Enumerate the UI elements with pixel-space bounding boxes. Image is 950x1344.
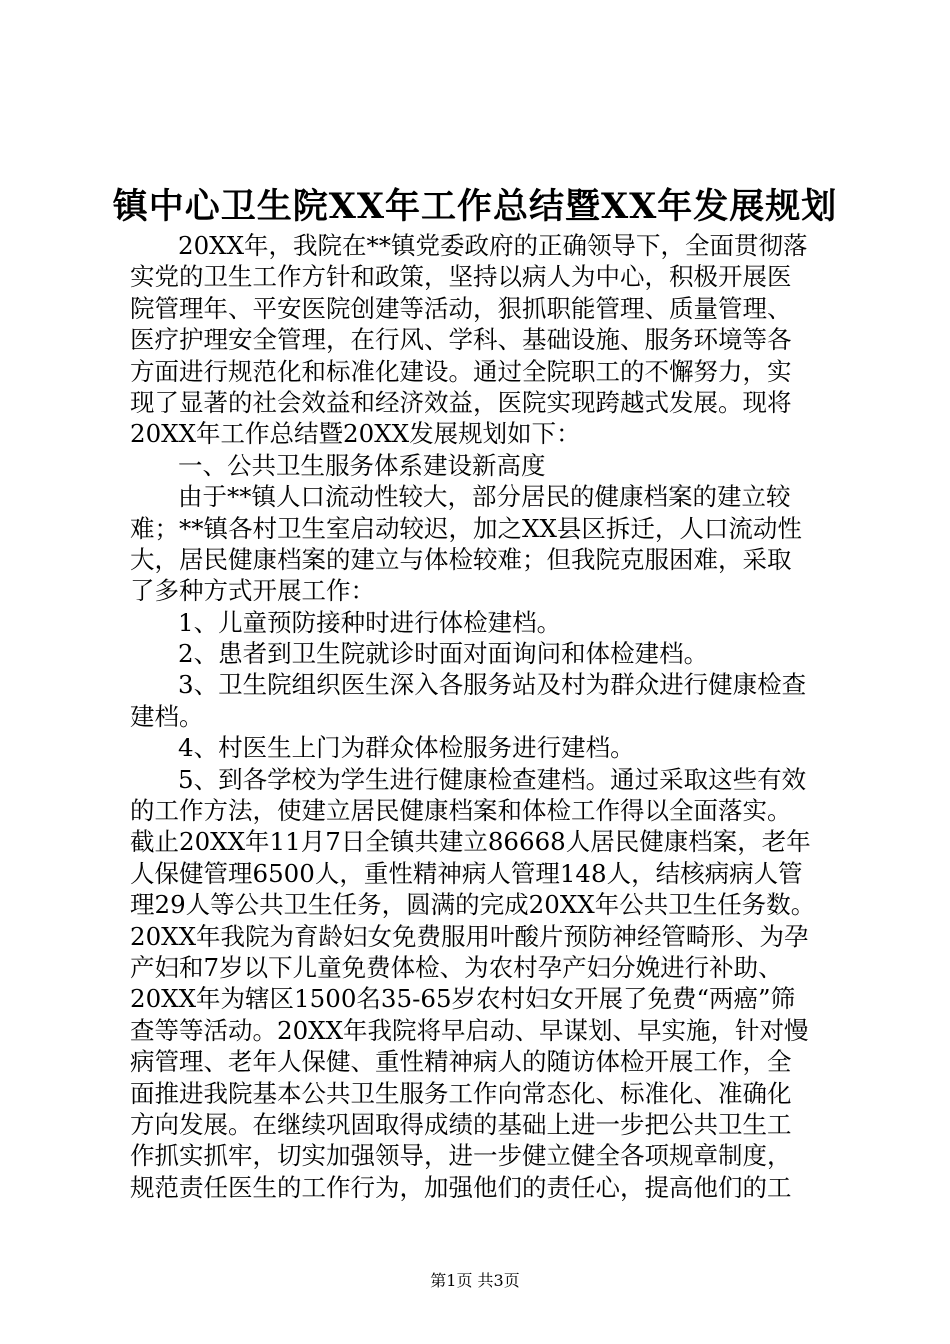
paragraph-line: 病管理、老年人保健、重性精神病人的随访体检开展工作，全 <box>130 1047 792 1077</box>
paragraph-line: 20XX年为辖区1500名35-65岁农村妇女开展了免费“两癌”筛 <box>130 984 796 1014</box>
paragraph-line: 规范责任医生的工作行为，加强他们的责任心，提高他们的工 <box>130 1172 792 1202</box>
list-item: 5、到各学校为学生进行健康检查建档。通过采取这些有效 <box>178 764 807 794</box>
document-title: 镇中心卫生院XX年工作总结暨XX年发展规划 <box>112 186 838 227</box>
paragraph-line: 人保健管理6500人，重性精神病人管理148人，结核病病人管 <box>130 858 803 888</box>
list-item: 3、卫生院组织医生深入各服务站及村为群众进行健康检查 <box>178 670 807 700</box>
paragraph-line: 大，居民健康档案的建立与体检较难；但我院克服困难，采取 <box>130 544 792 574</box>
list-item: 2、患者到卫生院就诊时面对面询问和体检建档。 <box>178 639 709 669</box>
paragraph-line: 的工作方法，使建立居民健康档案和体检工作得以全面落实。 <box>130 796 792 826</box>
paragraph-line: 20XX年工作总结暨20XX发展规划如下： <box>130 419 581 449</box>
paragraph-line: 20XX年，我院在**镇党委政府的正确领导下，全面贯彻落 <box>178 231 808 260</box>
paragraph-line: 理29人等公共卫生任务，圆满的完成20XX年公共卫生任务数。 <box>130 890 816 920</box>
paragraph-line: 方向发展。在继续巩固取得成绩的基础上进一步把公共卫生工 <box>130 1109 792 1139</box>
paragraph-line: 难；**镇各村卫生室启动较迟，加之XX县区拆迁，人口流动性 <box>130 513 802 543</box>
paragraph-line: 面推进我院基本公共卫生服务工作向常态化、标准化、准确化 <box>130 1078 792 1108</box>
paragraph-line: 实党的卫生工作方针和政策，坚持以病人为中心，积极开展医 <box>130 262 792 292</box>
paragraph-line: 作抓实抓牢，切实加强领导，进一步健立健全各项规章制度， <box>130 1141 792 1171</box>
list-item-continuation: 建档。 <box>130 701 204 731</box>
page-footer: 第1页 共3页 <box>430 1271 520 1290</box>
paragraph-line: 了多种方式开展工作： <box>130 576 375 606</box>
document-body <box>130 230 830 1203</box>
list-item: 1、儿童预防接种时进行体检建档。 <box>178 607 562 637</box>
paragraph-line: 由于**镇人口流动性较大，部分居民的健康档案的建立较 <box>178 482 791 512</box>
paragraph-line: 院管理年、平安医院创建等活动，狠抓职能管理、质量管理、 <box>130 293 792 323</box>
paragraph-line: 方面进行规范化和标准化建设。通过全院职工的不懈努力，实 <box>130 356 792 386</box>
paragraph-line: 20XX年我院为育龄妇女免费服用叶酸片预防神经管畸形、为孕 <box>130 921 809 951</box>
paragraph-line: 医疗护理安全管理，在行风、学科、基础设施、服务环境等各 <box>130 325 792 355</box>
paragraph-line: 现了显著的社会效益和经济效益，医院实现跨越式发展。现将 <box>130 387 792 417</box>
paragraph-line: 产妇和7岁以下儿童免费体检、为农村孕产妇分娩进行补助、 <box>130 952 783 982</box>
paragraph-line: 截止20XX年11月7日全镇共建立86668人居民健康档案，老年 <box>130 827 811 857</box>
paragraph-line: 查等等活动。20XX年我院将早启动、早谋划、早实施，针对慢 <box>130 1015 809 1045</box>
list-item: 4、村医生上门为群众体检服务进行建档。 <box>178 733 635 763</box>
section-heading: 一、公共卫生服务体系建设新高度 <box>178 450 546 480</box>
